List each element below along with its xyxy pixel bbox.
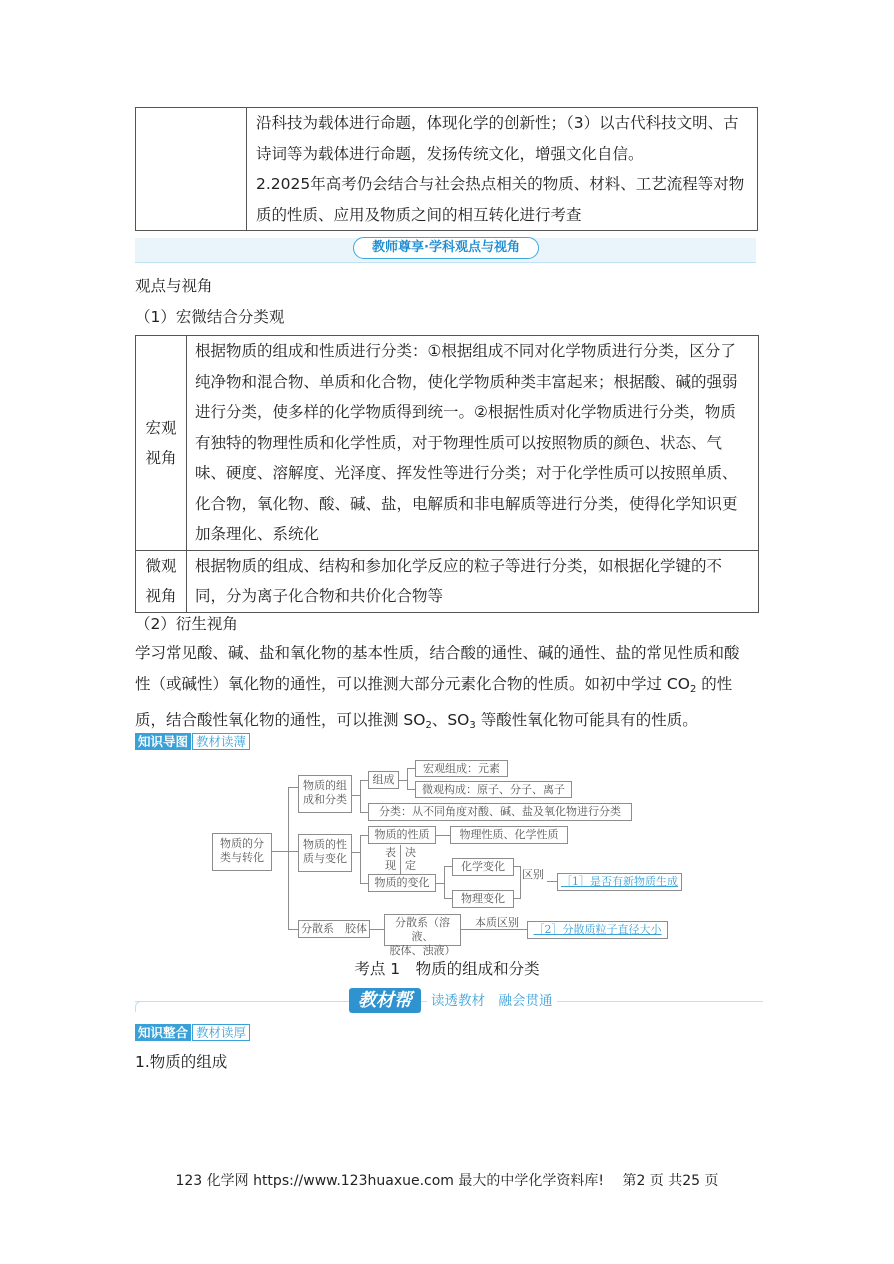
textbook-banner-sub: 读透教材 融会贯通	[427, 992, 557, 1010]
macro-label-cell	[136, 336, 187, 551]
mm-essential-difference: 本质区别	[475, 916, 519, 929]
top-table-content-cell	[247, 108, 758, 231]
mm-physical-change: 物理变化	[452, 890, 514, 908]
section-title: 观点与视角	[135, 277, 213, 295]
mm-micro-composition: 微观构成：原子、分子、离子	[415, 781, 572, 798]
subheading-macro-micro: （1）宏微结合分类观	[135, 308, 285, 326]
micro-label-2: 视角	[145, 587, 177, 605]
tag-primary: 知识导图	[135, 733, 191, 750]
derived-line-1: 学习常见酸、碱、盐和氧化物的基本性质，结合酸的通性、碱的通性、盐的常见性质和酸	[135, 644, 740, 662]
knowledge-map-tag	[135, 733, 250, 750]
top-line-2: 诗词等为载体进行命题，发扬传统文化，增强文化自信。	[256, 144, 644, 163]
knowledge-integration-tag	[135, 1024, 250, 1041]
textbook-banner-main: 教材帮	[349, 988, 421, 1013]
micro-line: 根据物质的组成、结构和参加化学反应的粒子等进行分类，如根据化学键的不	[195, 556, 723, 575]
micro-line: 同，分为离子化合物和共价化合物等	[195, 587, 444, 605]
macro-content-cell	[187, 336, 759, 551]
mm-properties-changes: 物质的性 质与变化	[298, 834, 352, 872]
macro-line: 加条理化、系统化	[195, 525, 320, 543]
mm-dispersion-system: 分散系（溶液、 胶体、浊液）	[384, 914, 461, 946]
top-table	[135, 107, 758, 231]
top-line-1: 沿科技为载体进行命题，体现化学的创新性；（3）以古代科技文明、古	[256, 114, 739, 132]
mm-properties: 物质的性质	[368, 826, 436, 844]
teacher-banner-label: 教师尊享·学科观点与视角	[353, 237, 539, 259]
mm-answer-1: ［1］是否有新物质生成	[557, 873, 682, 891]
mm-physical-chemical: 物理性质、化学性质	[450, 826, 568, 844]
top-line-4: 质的性质、应用及物质之间的相互转化进行考查	[256, 205, 582, 224]
mm-composition: 组成	[368, 771, 399, 789]
top-line-3: 2.2025年高考仍会结合与社会热点相关的物质、材料、工艺流程等对物	[256, 175, 745, 193]
macro-line: 有独特的物理性质和化学性质，对于物理性质可以按照物质的颜色、状态、气	[195, 433, 723, 452]
micro-content-cell	[187, 550, 759, 612]
macro-line: 纯净物和混合物、单质和化合物，使化学物质种类丰富起来；根据酸、碱的强弱	[195, 372, 738, 391]
tag-secondary: 教材读厚	[192, 1024, 250, 1041]
macro-micro-table	[135, 335, 759, 613]
mm-composition-classification: 物质的组 成和分类	[298, 775, 352, 813]
macro-line: 化合物，氧化物、酸、碱、盐，电解质和非电解质等进行分类，使得化学知识更	[195, 494, 738, 513]
macro-line: 味、硬度、溶解度、光泽度、挥发性等进行分类；对于化学性质可以按照单质、	[195, 464, 738, 482]
tag-secondary: 教材读薄	[192, 733, 250, 750]
derived-line-2: 性（或碱性）氧化物的通性，可以推测大部分元素化合物的性质。如初中学过 $CO_2$ 的性	[135, 674, 733, 695]
mm-root: 物质的分 类与转化	[212, 833, 272, 871]
macro-label-1: 宏观	[145, 418, 177, 437]
micro-label-1: 微观	[145, 557, 177, 575]
mm-macro-composition: 宏观组成：元素	[415, 760, 508, 777]
mm-difference: 区别	[522, 868, 544, 881]
section-composition: 1.物质的组成	[135, 1053, 228, 1071]
mm-determine: 决 定	[405, 846, 416, 872]
derived-line-3: 质，结合酸性氧化物的通性，可以推测 $SO_2$、$SO_3$ 等酸性氧化物可能具有的性质。	[135, 711, 698, 731]
mm-classification: 分类：从不同角度对酸、碱、盐及氧化物进行分类	[368, 803, 632, 821]
mm-manifest: 表 现	[385, 846, 396, 872]
macro-line: 进行分类，使多样的化学物质得到统一。②根据性质对化学物质进行分类，物质	[195, 403, 736, 421]
top-table-empty-cell	[136, 108, 247, 231]
teacher-banner	[135, 238, 756, 263]
exam-point-title: 考点 1 物质的组成和分类	[354, 960, 540, 978]
textbook-banner	[135, 988, 763, 1016]
mm-dispersion-colloid: 分散系 胶体	[298, 920, 370, 938]
mm-changes: 物质的变化	[368, 874, 436, 892]
page-footer: 123 化学网 https://www.123huaxue.com 最大的中学化学资料库! 第2 页 共25 页	[175, 1173, 719, 1189]
derived-paragraph	[135, 638, 765, 742]
subheading-derived: （2）衍生视角	[135, 615, 238, 633]
tag-primary: 知识整合	[135, 1024, 191, 1041]
mm-answer-2: ［2］分散质粒子直径大小	[527, 921, 668, 939]
macro-line: 根据物质的组成和性质进行分类：①根据组成不同对化学物质进行分类，区分了	[195, 342, 736, 360]
mm-chemical-change: 化学变化	[452, 858, 514, 876]
micro-label-cell	[136, 550, 187, 612]
macro-label-2: 视角	[145, 448, 177, 467]
